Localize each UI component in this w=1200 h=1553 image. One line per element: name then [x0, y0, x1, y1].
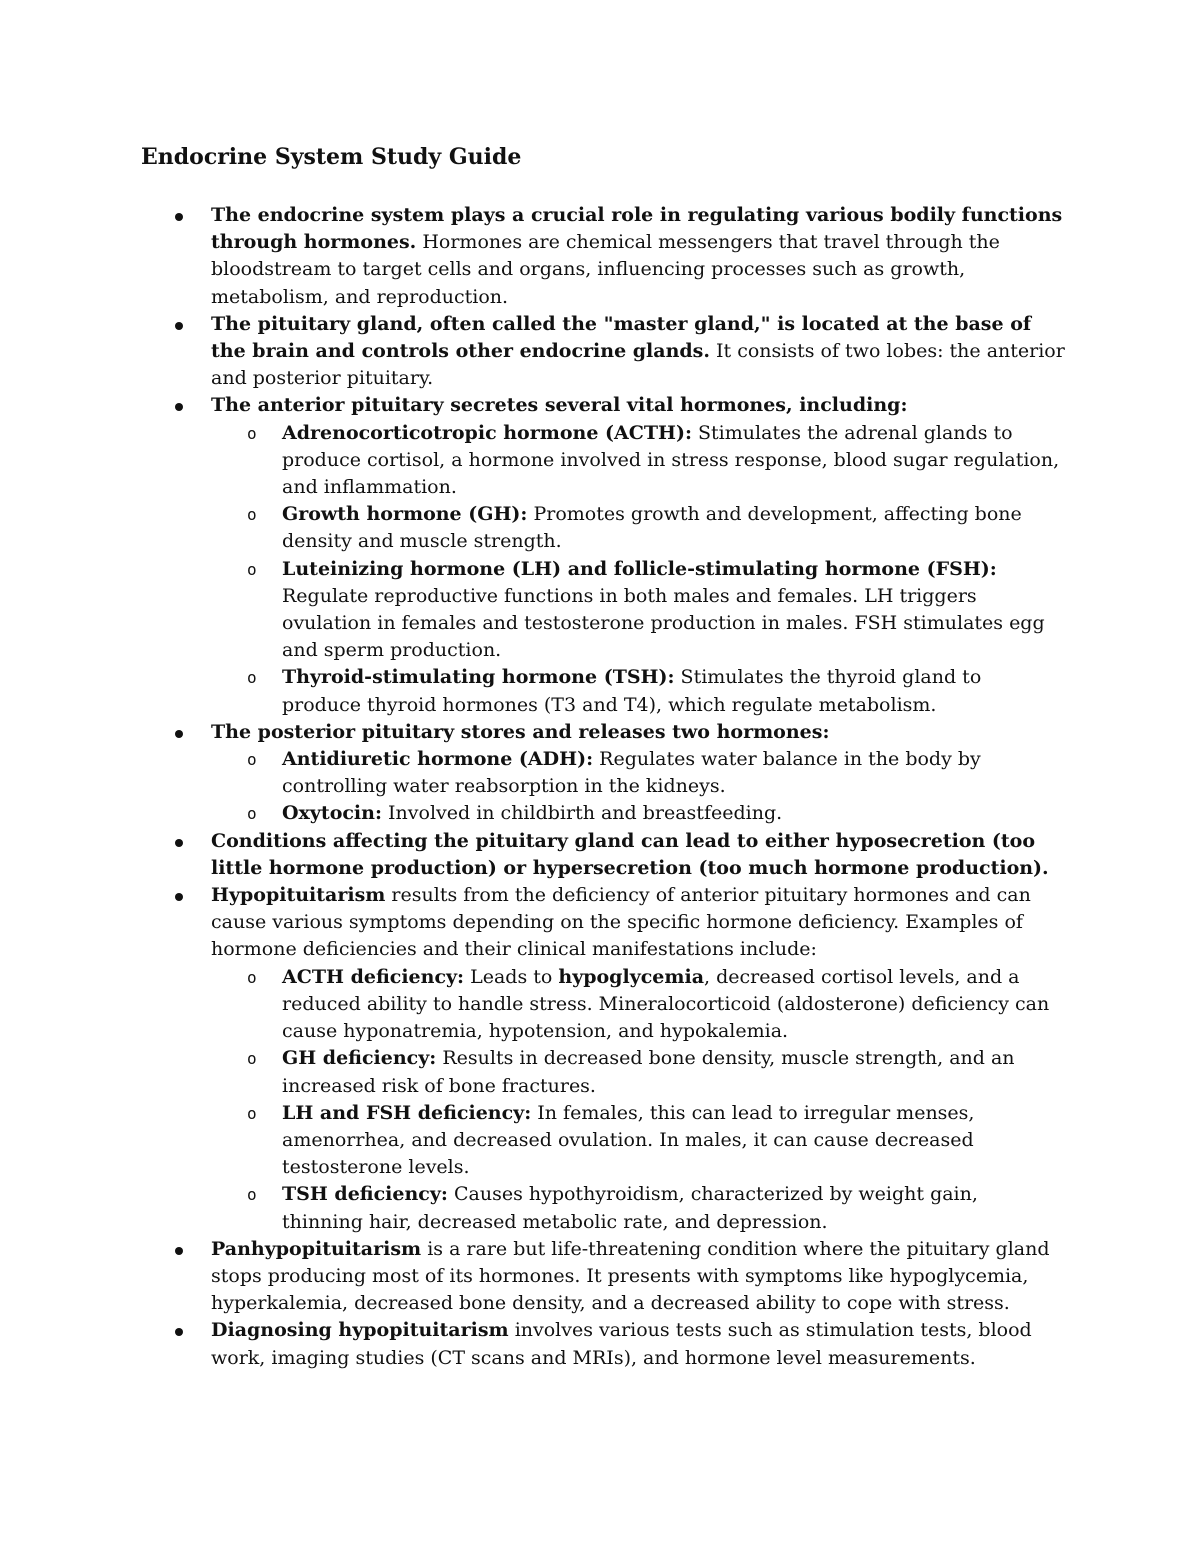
sub-list-item: o Antidiuretic hormone (ADH): Regulates water balance in the body by controlling water reabsorption in the kidneys. [247, 748, 981, 798]
page-title: Endocrine System Study Guide [141, 144, 522, 170]
sub-list-item: o Luteinizing hormone (LH) and follicle-stimulating hormone (FSH): Regulate reproductive functions in both males and females. LH triggers ovulation in females and testosterone production in males. FSH stimulates egg and sperm production. [247, 557, 1045, 662]
list-item: Panhypopituitarism is a rare but life-threatening condition where the pituitary gland stops producing most of its hormones. It presents with symptoms like hypoglycemia, hyperkalemia, decreased bone density, and a decreased ability to cope with stress. [0, 1236, 1071, 1318]
sub-list-item: o Thyroid-stimulating hormone (TSH): Stimulates the thyroid gland to produce thyroid hormones (T3 and T4), which regulate metabolism. [247, 666, 982, 716]
circle-bullet-icon: o [247, 1049, 257, 1069]
bullet-list [0, 202, 1200, 1372]
circle-bullet-icon: o [247, 804, 257, 824]
bullet-icon [175, 893, 183, 901]
list-item: The anterior pituitary secretes several vital hormones, including: o Adrenocorticotropic hormone (ACTH): Stimulates the adrenal glands to produce cortisol, a hormone involved in stress response, blood sugar regulation, and inflammation. o Growth hormone (GH): Promotes growth and development, affecting bone density and muscle strength. o Luteinizing hormone (LH) and follicle-stimulating hormone (FSH): Regulate reproductive functions in both males and females. LH triggers ovulation in females and testosterone production in males. FSH stimulates egg and sperm production. o Thyroid-stimulating hormone (TSH): Stimulates the thyroid gland to produce thyroid hormones (T3 and T4), which regulate metabolism. [0, 392, 1071, 718]
list-item: The pituitary gland, often called the "master gland," is located at the base of the brain and controls other endocrine glands. It consists of two lobes: the anterior and posterior pituitary. [0, 311, 1071, 393]
sub-list [211, 746, 1071, 828]
list-item: The posterior pituitary stores and releases two hormones: o Antidiuretic hormone (ADH): Regulates water balance in the body by controlling water reabsorption in the kidneys. o Oxytocin: Involved in childbirth and breastfeeding. [0, 719, 1071, 828]
document-body [0, 202, 1200, 1372]
list-item: Diagnosing hypopituitarism involves various tests such as stimulation tests, blood work, imaging studies (CT scans and MRIs), and hormone level measurements. [0, 1317, 1071, 1371]
sub-list-item: o GH deficiency: Results in decreased bone density, muscle strength, and an increased risk of bone fractures. [247, 1047, 1015, 1097]
sub-list [211, 420, 1071, 719]
bullet-icon [175, 213, 183, 221]
bullet-icon [175, 403, 183, 411]
sub-list-item: o ACTH deficiency: Leads to hypoglycemia, decreased cortisol levels, and a reduced ability to handle stress. Mineralocorticoid (aldosterone) deficiency can cause hyponatremia, hypotension, and hypokalemia. [247, 965, 1050, 1043]
list-item: Hypopituitarism results from the deficiency of anterior pituitary hormones and can cause various symptoms depending on the specific hormone deficiency. Examples of hormone deficiencies and their clinical manifestations include: o ACTH deficiency: Leads to hypoglycemia, decreased cortisol levels, and a reduced ability to handle stress. Mineralocorticoid (aldosterone) deficiency can cause hyponatremia, hypotension, and hypokalemia. o GH deficiency: Results in decreased bone density, muscle strength, and an increased risk of bone fractures. o LH and FSH deficiency: In females, this can lead to irregular menses, amenorrhea, and decreased ovulation. In males, it can cause decreased testosterone levels. o TSH deficiency: Causes hypothyroidism, characterized by weight gain, thinning hair, decreased metabolic rate, and depression. [0, 882, 1071, 1236]
sub-list-item: o TSH deficiency: Causes hypothyroidism, characterized by weight gain, thinning hair, decreased metabolic rate, and depression. [247, 1183, 978, 1233]
circle-bullet-icon: o [247, 505, 257, 525]
circle-bullet-icon: o [247, 967, 257, 987]
sub-list-item: o LH and FSH deficiency: In females, this can lead to irregular menses, amenorrhea, and decreased ovulation. In males, it can cause decreased testosterone levels. [247, 1101, 975, 1179]
sub-list-item: o Oxytocin: Involved in childbirth and breastfeeding. [0, 800, 1062, 827]
circle-bullet-icon: o [247, 1185, 257, 1205]
list-item: The endocrine system plays a crucial role in regulating various bodily functions through hormones. Hormones are chemical messengers that travel through the bloodstream to target cells and organs, influencing processes such as growth, metabolism, and reproduction. [0, 202, 1071, 311]
sub-list [211, 964, 1071, 1236]
bullet-icon [175, 730, 183, 738]
bullet-icon [175, 322, 183, 330]
sub-list-item: o Adrenocorticotropic hormone (ACTH): Stimulates the adrenal glands to produce cortisol, a hormone involved in stress response, blood sugar regulation, and inflammation. [247, 421, 1060, 499]
bullet-icon [175, 1328, 183, 1336]
circle-bullet-icon: o [247, 750, 257, 770]
bullet-icon [175, 839, 183, 847]
circle-bullet-icon: o [247, 668, 257, 688]
circle-bullet-icon: o [247, 423, 257, 443]
circle-bullet-icon: o [247, 559, 257, 579]
bullet-icon [175, 1247, 183, 1255]
list-item: Conditions affecting the pituitary gland can lead to either hyposecretion (too little hormone production) or hypersecretion (too much hormone production). [0, 828, 1071, 882]
sub-list-item: o Growth hormone (GH): Promotes growth and development, affecting bone density and muscle strength. [247, 503, 1022, 553]
circle-bullet-icon: o [247, 1103, 257, 1123]
